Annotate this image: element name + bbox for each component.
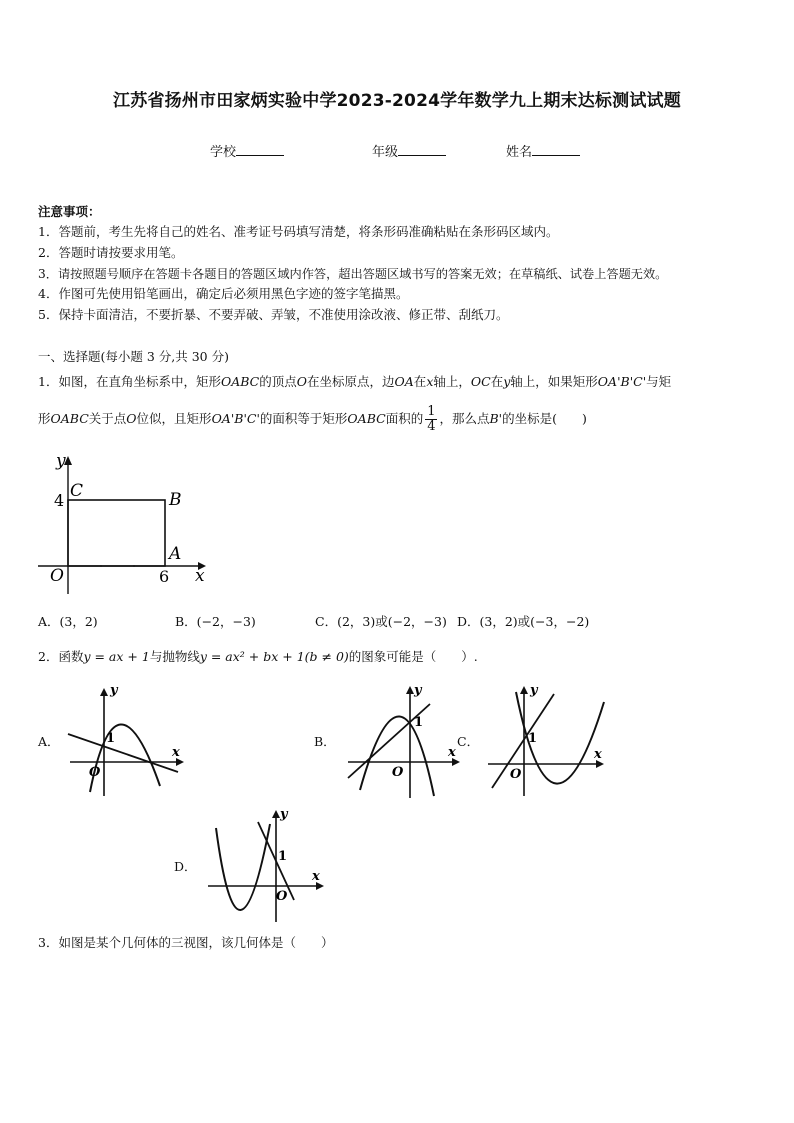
x-tick-label: 6 — [159, 567, 170, 586]
svg-text:x: x — [448, 745, 456, 760]
school-label: 学校 — [210, 145, 237, 160]
page-title: 江苏省扬州市田家炳实验中学2023-2024学年数学九上期末达标测试试题 — [113, 91, 681, 111]
q2-parabola-function: y = ax² + bx + 1(b ≠ 0) — [199, 649, 349, 664]
grade-label: 年级 — [372, 145, 399, 160]
y-tick-label: 4 — [54, 491, 65, 510]
q1-option-b[interactable]: B．(−2，−3) — [175, 614, 256, 629]
q2-graph-d[interactable] — [202, 804, 330, 926]
svg-text:1: 1 — [278, 849, 288, 864]
svg-text:x: x — [594, 747, 602, 762]
svg-text:O: O — [276, 889, 288, 904]
fraction-one-quarter: $\frac{1}{4}$ — [427, 404, 436, 434]
svg-text:1: 1 — [106, 731, 116, 746]
note-item: 2．答题时请按要求用笔。 — [38, 245, 184, 260]
q2-stem: 2．函数y = ax + 1与抛物线y = ax² + bx + 1(b ≠ 0)的图象可能是（ ）. — [38, 649, 478, 664]
q2-option-c-label[interactable]: C． — [457, 734, 480, 749]
q2-graph-b[interactable] — [340, 680, 466, 802]
svg-text:O: O — [392, 765, 404, 780]
name-label: 姓名 — [506, 145, 533, 160]
q2-graph-a[interactable] — [62, 682, 188, 800]
q3-stem: 3．如图是某个几何体的三视图，该几何体是（ ） — [38, 935, 334, 950]
point-label-A: A — [169, 544, 182, 564]
svg-text:y: y — [110, 683, 118, 698]
point-label-B: B — [169, 490, 182, 510]
svg-text:y: y — [414, 683, 422, 698]
svg-text:O: O — [89, 765, 101, 780]
q1-line2: 形OABC关于点O位似，且矩形OA'B'C'的面积等于矩形OABC面积的 $\frac{1}{4}$ ，那么点B'的坐标是( ) — [38, 404, 587, 434]
q1-option-c[interactable]: C．(2，3)或(−2，−3) — [315, 614, 447, 629]
name-blank — [532, 143, 580, 156]
q1-option-d[interactable]: D．(3，2)或(−3，−2) — [457, 614, 590, 629]
svg-text:x: x — [172, 745, 180, 760]
q1-line1: 1．如图，在直角坐标系中，矩形OABC的顶点O在坐标原点，边OA在x轴上，OC在y轴上，如果矩形OA'B'C'与矩 — [38, 374, 672, 389]
q2-option-d-label[interactable]: D． — [174, 859, 197, 874]
grade-field — [372, 141, 446, 160]
school-field — [210, 141, 284, 160]
x-axis-label: x — [195, 566, 205, 586]
svg-text:y: y — [280, 807, 288, 822]
q2-linear-function: y = ax + 1 — [83, 649, 150, 664]
grade-blank — [398, 143, 446, 156]
notes-heading: 注意事项： — [38, 204, 101, 219]
svg-text:1: 1 — [414, 715, 424, 730]
note-item: 4．作图可先使用铅笔画出，确定后必须用黑色字迹的签字笔描黑。 — [38, 286, 409, 301]
name-field — [506, 141, 580, 160]
q2-option-b-label[interactable]: B． — [314, 734, 336, 749]
note-item: 1．答题前，考生先将自己的姓名、准考证号码填写清楚，将条形码准确粘贴在条形码区域内。 — [38, 224, 559, 239]
q2-graph-c[interactable] — [482, 680, 610, 800]
svg-text:y: y — [530, 683, 538, 698]
section-heading: 一、选择题(每小题 3 分,共 30 分) — [38, 349, 229, 364]
note-item: 5．保持卡面清洁，不要折暴、不要弄破、弄皱，不准使用涂改液、修正带、刮纸刀。 — [38, 307, 509, 322]
svg-text:1: 1 — [528, 731, 538, 746]
note-item: 3．请按照题号顺序在答题卡各题目的答题区域内作答，超出答题区域书写的答案无效；在草稿纸、试卷上答题无效。 — [38, 267, 668, 281]
origin-label: O — [50, 566, 64, 586]
q1-rectangle-figure — [30, 448, 220, 596]
svg-text:x: x — [312, 869, 320, 884]
school-blank — [236, 143, 284, 156]
y-axis-label: y — [56, 451, 66, 471]
q2-option-a-label[interactable]: A． — [38, 734, 60, 749]
q1-option-a[interactable]: A．(3，2) — [38, 614, 98, 629]
point-label-C: C — [70, 481, 84, 501]
svg-text:O: O — [510, 767, 522, 782]
